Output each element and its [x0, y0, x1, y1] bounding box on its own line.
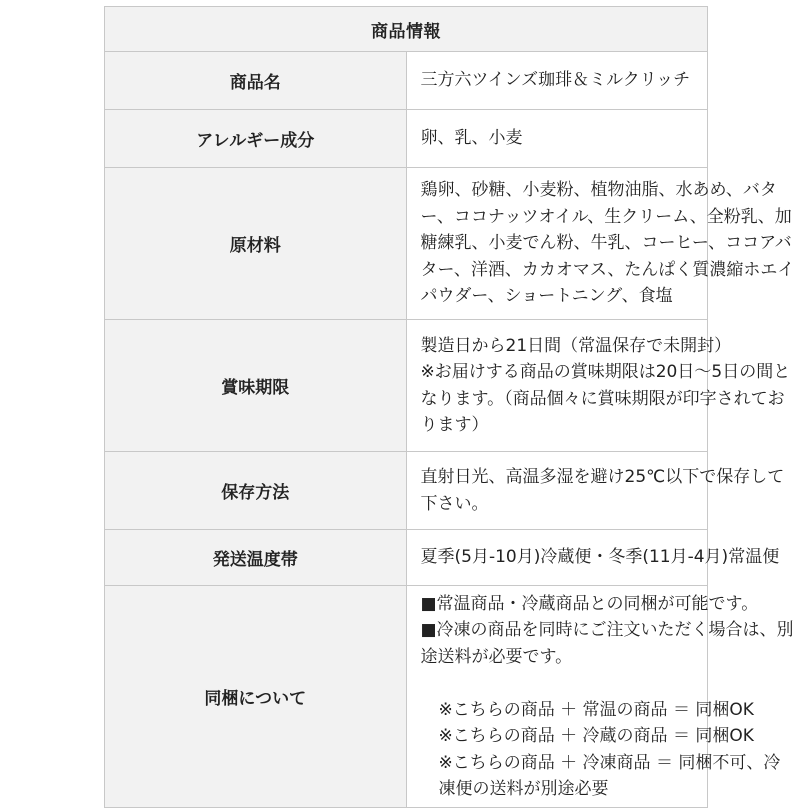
- row-value-product-name: [406, 52, 708, 110]
- table-title: 商品情報: [105, 7, 708, 52]
- value-line: なります。（商品個々に賞味期限が印字されてお: [420, 388, 785, 409]
- value-line: 製造日から21日間（常温保存で未開封）: [420, 335, 732, 356]
- value-line: 夏季(5月-10月)冷蔵便・冬季(11月-4月)常温便: [420, 547, 780, 568]
- value-line: ター、洋酒、カカオマス、たんぱく質濃縮ホエイ: [420, 259, 795, 280]
- row-value-allergens: [406, 110, 708, 168]
- value-line: 下さい。: [420, 493, 489, 514]
- row-label-bundling: 同梱について: [105, 586, 407, 808]
- value-line: 凍便の送料が別途必要: [438, 779, 609, 799]
- table-row-storage-method: [105, 452, 708, 530]
- value-line: 途送料が必要です。: [420, 646, 573, 667]
- value-line: 三方六ツインズ珈琲＆ミルクリッチ: [420, 70, 691, 91]
- value-line: ※こちらの商品 ＋ 冷凍商品 ＝ 同梱不可、冷: [438, 752, 781, 773]
- value-line: ■常温商品・冷蔵商品との同梱が可能です。: [420, 593, 759, 614]
- value-line: ※お届けする商品の賞味期限は20日〜5日の間と: [420, 362, 791, 382]
- value-line: [421, 670, 698, 697]
- row-value-storage-method: [406, 452, 785, 530]
- product-info-table-body: [105, 7, 795, 808]
- value-line: ■冷凍の商品を同時にご注文いただく場合は、別: [420, 620, 794, 640]
- value-line: ー、ココナッツオイル、生クリーム、全粉乳、加: [420, 206, 792, 227]
- row-label-storage-method: 保存方法: [105, 452, 407, 530]
- product-info-table: [104, 6, 795, 808]
- table-row-best-before: [105, 320, 708, 452]
- table-row-bundling: [105, 586, 708, 808]
- table-title-row: [105, 7, 708, 52]
- row-label-best-before: 賞味期限: [105, 320, 407, 452]
- row-value-bundling: [406, 586, 794, 808]
- row-label-allergens: アレルギー成分: [105, 110, 407, 168]
- row-value-ingredients: [406, 168, 795, 320]
- value-line: ります）: [420, 415, 489, 435]
- value-line: パウダー、ショートニング、食塩: [420, 286, 673, 307]
- value-line: 直射日光、高温多湿を避け25℃以下で保存して: [420, 467, 785, 487]
- value-line: 鶏卵、砂糖、小麦粉、植物油脂、水あめ、バタ: [420, 180, 777, 201]
- table-row-shipping-temperature: [105, 530, 708, 586]
- value-line: 卵、乳、小麦: [420, 128, 523, 149]
- row-value-shipping-temperature: [406, 530, 780, 586]
- table-row-ingredients: [105, 168, 708, 320]
- value-line: ※こちらの商品 ＋ 冷蔵の商品 ＝ 同梱OK: [438, 726, 754, 746]
- table-row-allergens: [105, 110, 708, 168]
- row-label-ingredients: 原材料: [105, 168, 407, 320]
- row-label-product-name: 商品名: [105, 52, 407, 110]
- value-line: 糖練乳、小麦でん粉、牛乳、コーヒー、ココアバ: [420, 233, 792, 254]
- row-label-shipping-temperature: 発送温度帯: [105, 530, 407, 586]
- value-line: ※こちらの商品 ＋ 常温の商品 ＝ 同梱OK: [438, 699, 754, 720]
- table-row-product-name: [105, 52, 708, 110]
- row-value-best-before: [406, 320, 791, 452]
